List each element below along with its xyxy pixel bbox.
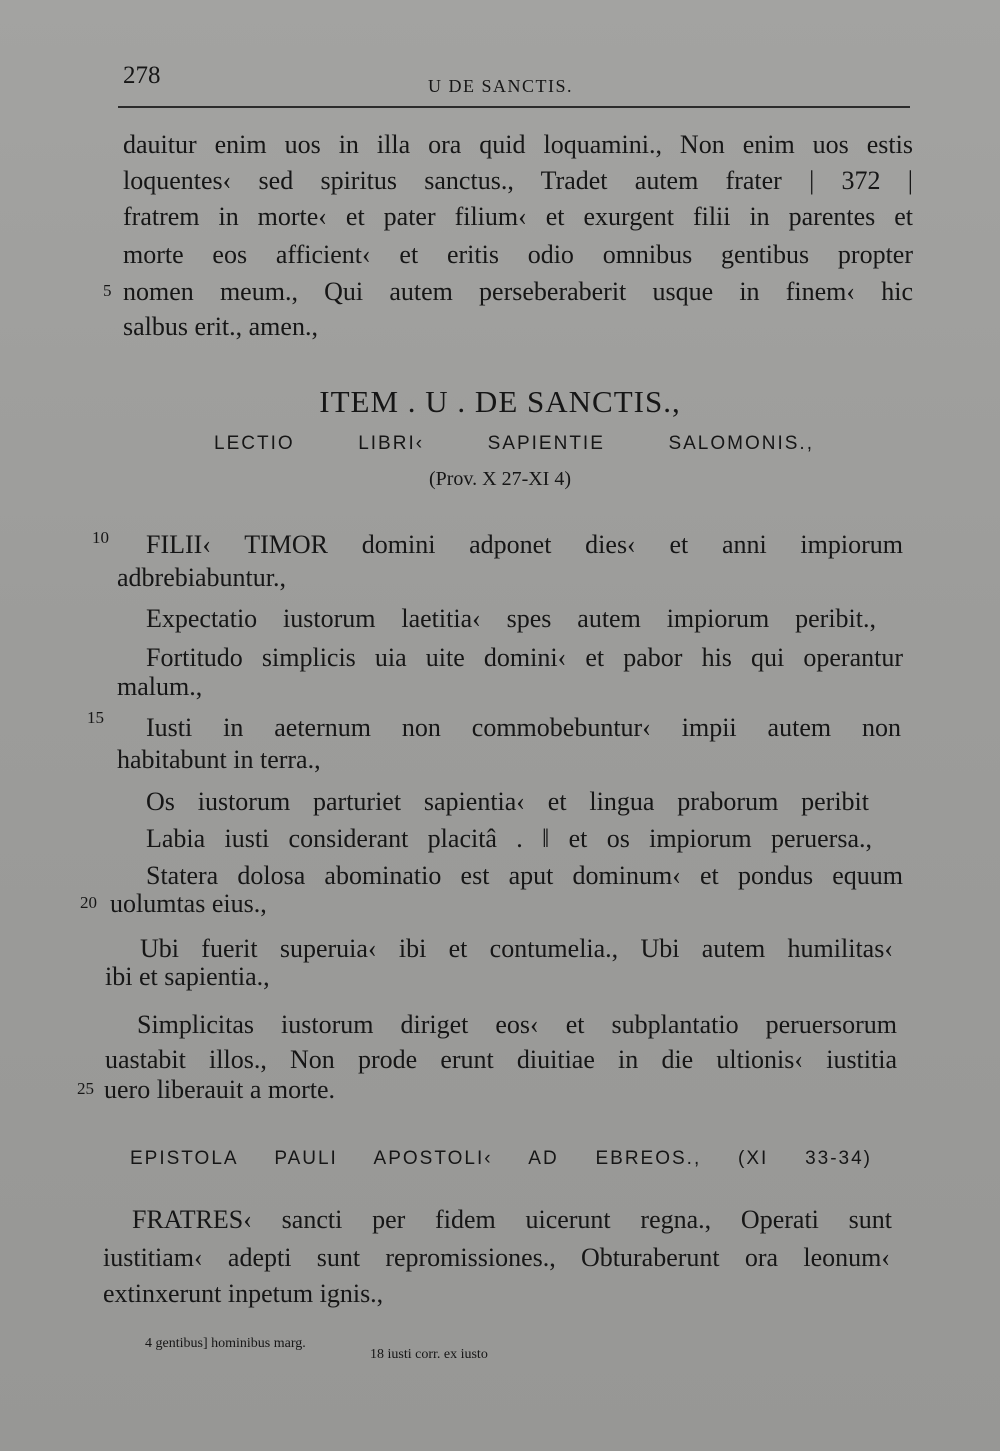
text-line: Expectatio iustorum laetitia‹ spes autem impiorum peribit., <box>146 604 876 633</box>
lectio-heading: LECTIO LIBRI‹ SAPIENTIE SALOMONIS., <box>214 433 814 454</box>
epistola-heading: EPISTOLA PAULI APOSTOLI‹ AD EBREOS., (XI 33-34) <box>130 1148 872 1169</box>
text-line: Labia iusti considerant placitâ . ‖ et os impiorum peruersa., <box>146 824 872 853</box>
text-line: Simplicitas iustorum diriget eos‹ et subplantatio peruersorum <box>137 1010 897 1039</box>
footnote: 4 gentibus] hominibus marg. <box>145 1336 306 1351</box>
line-number: 25 <box>77 1079 94 1098</box>
text-line: uastabit illos., Non prode erunt diuitiae in die ultionis‹ iustitia <box>105 1045 897 1074</box>
scripture-reference: (Prov. X 27-XI 4) <box>428 468 571 490</box>
text-line: iustitiam‹ adepti sunt repromissiones., Obturaberunt ora leonum‹ <box>103 1243 890 1272</box>
footnote: 18 iusti corr. ex iusto <box>370 1347 488 1362</box>
text-line: habitabunt in terra., <box>117 745 321 774</box>
header-rule <box>118 106 910 108</box>
text-line: loquentes‹ sed spiritus sanctus., Tradet autem frater | 372 | <box>123 166 913 195</box>
text-line: adbrebiabuntur., <box>117 563 286 592</box>
text-line: Iusti in aeternum non commobebuntur‹ impii autem non <box>146 713 901 742</box>
running-title: U DE SANCTIS. <box>428 76 574 96</box>
section-heading: ITEM . U . DE SANCTIS., <box>319 384 681 419</box>
text-line: nomen meum., Qui autem perseberaberit usque in finem‹ hic <box>123 277 913 306</box>
text-line: malum., <box>117 672 203 701</box>
line-number: 5 <box>103 281 112 300</box>
text-line: FRATRES‹ sancti per fidem uicerunt regna., Operati sunt <box>132 1205 892 1234</box>
line-number: 20 <box>80 893 97 912</box>
text-line: dauitur enim uos in illa ora quid loquamini., Non enim uos estis <box>123 130 913 159</box>
text-line: morte eos afficient‹ et eritis odio omnibus gentibus propter <box>123 240 913 269</box>
text-line: Statera dolosa abominatio est aput dominum‹ et pondus equum <box>146 861 903 890</box>
line-number: 15 <box>87 708 104 727</box>
text-line: Os iustorum parturiet sapientia‹ et lingua praborum peribit <box>146 787 869 816</box>
text-line: salbus erit., amen., <box>123 312 318 341</box>
text-line: Ubi fuerit superuia‹ ibi et contumelia., Ubi autem humilitas‹ <box>140 934 893 963</box>
text-line: uolumtas eius., <box>110 889 267 918</box>
page-number: 278 <box>123 62 161 89</box>
text-line: Fortitudo simplicis uia uite domini‹ et pabor his qui operantur <box>146 643 903 672</box>
line-number: 10 <box>92 528 109 547</box>
text-line: ibi et sapientia., <box>105 962 270 991</box>
text-line: extinxerunt inpetum ignis., <box>103 1279 384 1308</box>
text-line: uero liberauit a morte. <box>104 1075 336 1104</box>
text-line: fratrem in morte‹ et pater filium‹ et exurgent filii in parentes et <box>123 202 913 231</box>
text-line: FILII‹ TIMOR domini adponet dies‹ et anni impiorum <box>146 530 903 559</box>
